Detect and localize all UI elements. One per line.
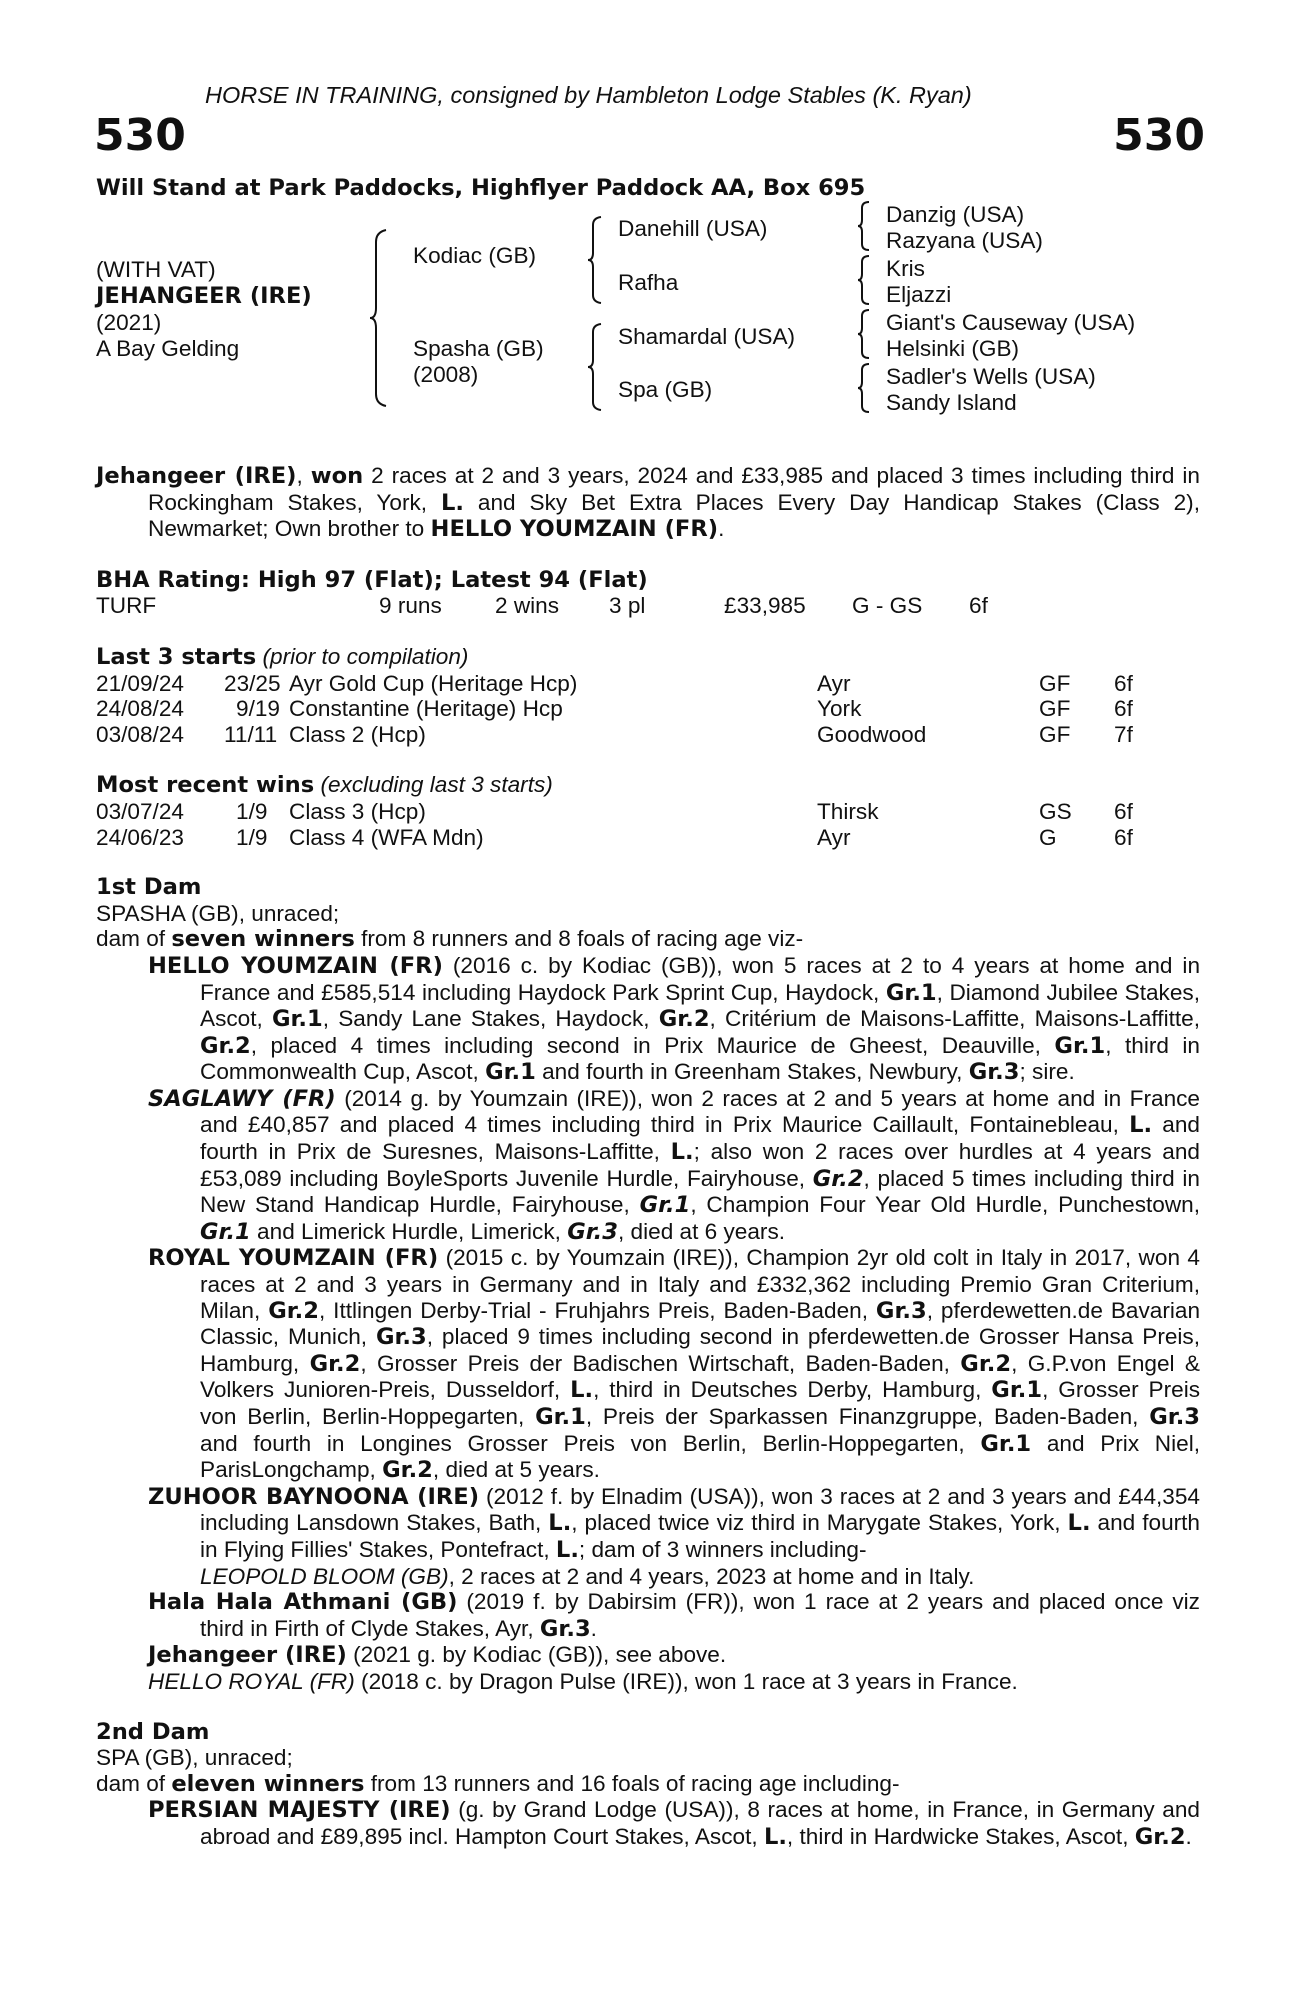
second-dam-section	[96, 1720, 1200, 1851]
row-distance: 6f	[1114, 824, 1133, 850]
summary-text: .	[718, 516, 725, 542]
row-distance: 6f	[1114, 798, 1133, 824]
produce-entry: HELLO ROYAL (FR) (2018 c. by Dragon Pulse (IRE)), won 1 race at 3 years in France.	[148, 1668, 1018, 1694]
rating-row	[96, 593, 1200, 619]
summary-text: and Sky Bet Extra Places Every Day Handicap Stakes (Class 2), Newmarket; Own brother to	[148, 489, 1200, 542]
vat-note: (WITH VAT)	[96, 257, 216, 282]
row-position: 1/9	[236, 798, 268, 824]
last3-subtitle: (prior to compilation)	[262, 643, 469, 669]
row-race: Constantine (Heritage) Hcp	[289, 696, 563, 722]
last3-section	[96, 644, 1200, 747]
first-dam-produce-line: dam of seven winners from 8 runners and 8 foals of racing age viz-	[96, 926, 804, 953]
produce-entry: SAGLAWY (FR) (2014 g. by Youmzain (IRE)), won 2 races at 2 and 5 years at home and in France and £40,857 and placed 4 times including third in Prix Maurice Caillault, Fontainebleau, L. and fourth in Prix de Suresnes, Maisons-Laffitte, L.; also won 2 races over hurdles at 4 years and £53,089 including BoyleSports Juvenile Hurdle, Fairyhouse, Gr.2, placed 5 times including third in New Stand Handicap Hurdle, Fairyhouse, Gr.1, Champion Four Year Old Hurdle, Punchestown, Gr.1 and Limerick Hurdle, Limerick, Gr.3, died at 6 years.	[148, 1085, 1200, 1245]
rating-going: G - GS	[852, 593, 923, 619]
last3-title: Last 3 starts	[96, 643, 257, 670]
summary-won: won	[310, 463, 364, 489]
row-course: York	[817, 696, 862, 722]
row-distance: 6f	[1114, 696, 1133, 722]
first-dam-line: SPASHA (GB), unraced;	[96, 900, 340, 926]
row-race: Class 4 (WFA Mdn)	[289, 824, 484, 850]
first-dam-title: 1st Dam	[96, 874, 202, 901]
produce-entry: Jehangeer (IRE) (2021 g. by Kodiac (GB)), see above.	[148, 1642, 727, 1669]
produce-entry: Hala Hala Athmani (GB) (2019 f. by Dabirsim (FR)), won 1 race at 2 years and placed once viz third in Firth of Clyde Stakes, Ayr, Gr.3.	[148, 1589, 1200, 1642]
produce-name: HELLO ROYAL (FR)	[148, 1668, 355, 1694]
last3-table	[96, 671, 1200, 748]
summary-paragraph: Jehangeer (IRE), won 2 races at 2 and 3 years, 2024 and £33,985 and placed 3 times including third in Rockingham Stakes, York, L. and Sky Bet Extra Places Every Day Handicap Stakes (Class 2), Newmarket; Own brother to HELLO YOUMZAIN (FR).	[96, 463, 1200, 543]
row-course: Ayr	[817, 670, 851, 696]
row-going: GS	[1039, 798, 1072, 824]
row-race: Ayr Gold Cup (Heritage Hcp)	[289, 670, 578, 696]
ped-ddd: Sandy Island	[886, 390, 1017, 415]
row-date: 03/07/24	[96, 798, 184, 824]
row-date: 21/09/24	[96, 670, 184, 696]
produce-name: ZUHOOR BAYNOONA (IRE)	[148, 1483, 480, 1510]
second-dam-produce-line: dam of eleven winners from 13 runners and 16 foals of racing age including-	[96, 1770, 900, 1797]
catalogue-body	[96, 463, 1200, 1851]
summary-brother: HELLO YOUMZAIN (FR)	[430, 516, 719, 543]
produce-name: SAGLAWY (FR)	[148, 1085, 336, 1112]
rating-wins: 2 wins	[495, 593, 560, 619]
rating-distance: 6f	[969, 593, 988, 619]
horse-year: (2021)	[96, 310, 162, 335]
row-going: GF	[1039, 670, 1071, 696]
produce-name: Jehangeer (IRE)	[148, 1642, 347, 1669]
sire-name: Kodiac (GB)	[413, 243, 537, 268]
row-going: GF	[1039, 721, 1071, 747]
pedigree-brace-sd	[856, 254, 872, 306]
produce-name: HELLO YOUMZAIN (FR)	[148, 952, 443, 979]
listed-mark: L.	[441, 489, 464, 516]
rating-title: BHA Rating: High 97 (Flat); Latest 94 (Flat)	[96, 566, 648, 593]
consignment-line: HORSE IN TRAINING, consigned by Hambleton Lodge Stables (K. Ryan)	[205, 82, 972, 108]
produce-entry: HELLO YOUMZAIN (FR) (2016 c. by Kodiac (GB)), won 5 races at 2 to 4 years at home and in France and £585,514 including Haydock Park Sprint Cup, Haydock, Gr.1, Diamond Jubilee Stakes, Ascot, Gr.1, Sandy Lane Stakes, Haydock, Gr.2, Critérium de Maisons-Laffitte, Maisons-Laffitte, Gr.2, placed 4 times including second in Prix Maurice de Gheest, Deauville, Gr.1, third in Commonwealth Cup, Ascot, Gr.1 and fourth in Greenham Stakes, Newbury, Gr.3; sire.	[148, 952, 1201, 1086]
dam-sire: Shamardal (USA)	[618, 324, 796, 349]
table-row	[96, 671, 1200, 697]
produce-sub-name: LEOPOLD BLOOM (GB)	[200, 1563, 449, 1589]
pedigree-brace-dam	[586, 322, 604, 412]
ped-dds: Sadler's Wells (USA)	[886, 364, 1096, 389]
summary-text: 2 races at 2 and 3 years, 2024 and £33,985 and placed 3 times including third in Rockingham Stakes, York,	[148, 463, 1200, 515]
row-date: 24/06/23	[96, 824, 184, 850]
pedigree-brace-sire	[586, 215, 604, 305]
location-line: Will Stand at Park Paddocks, Highflyer Paddock AA, Box 695	[96, 175, 866, 201]
rating-section	[96, 568, 1200, 619]
sire-dam: Rafha	[618, 270, 679, 295]
pedigree-brace-ds	[856, 308, 872, 360]
produce-name: ROYAL YOUMZAIN (FR)	[148, 1245, 439, 1272]
row-date: 03/08/24	[96, 721, 184, 747]
first-dam-section	[96, 875, 1200, 1694]
recent-title: Most recent wins	[96, 772, 315, 799]
lot-number-left: 530	[94, 110, 186, 161]
ped-dsd: Helsinki (GB)	[886, 336, 1020, 361]
produce-name: Hala Hala Athmani (GB)	[148, 1589, 458, 1616]
row-distance: 7f	[1114, 721, 1133, 747]
ped-ssd: Razyana (USA)	[886, 228, 1043, 253]
pedigree-brace-main	[368, 228, 390, 408]
row-course: Goodwood	[817, 721, 927, 747]
row-distance: 6f	[1114, 670, 1133, 696]
rating-earnings: £33,985	[724, 593, 806, 619]
sire-sire: Danehill (USA)	[618, 216, 768, 241]
pedigree-brace-ss	[856, 200, 872, 252]
row-position: 9/19	[236, 696, 280, 722]
row-race: Class 2 (Hcp)	[289, 721, 426, 747]
horse-name: JEHANGEER (IRE)	[96, 283, 312, 309]
produce-entry: ZUHOOR BAYNOONA (IRE) (2012 f. by Elnadim (USA)), won 3 races at 2 and 3 years and £44,354 including Lansdown Stakes, Bath, L., placed twice viz third in Marygate Stakes, York, L. and fourth in Flying Fillies' Stakes, Pontefract, L.; dam of 3 winners including- LEOPOLD BLOOM (GB), 2 races at 2 and 4 years, 2023 at home and in Italy.	[148, 1483, 1201, 1589]
produce-name: PERSIAN MAJESTY (IRE)	[148, 1797, 451, 1824]
produce-entry: PERSIAN MAJESTY (IRE) (g. by Grand Lodge (USA)), 8 races at home, in France, in Germany and abroad and £89,895 incl. Hampton Court Stakes, Ascot, L., third in Hardwicke Stakes, Ascot, Gr.2.	[148, 1797, 1200, 1850]
ped-dss: Giant's Causeway (USA)	[886, 310, 1136, 335]
produce-entry: ROYAL YOUMZAIN (FR) (2015 c. by Youmzain (IRE)), Champion 2yr old colt in Italy in 2017, won 4 races at 2 and 3 years in Germany and in Italy and £332,362 including Premio Gran Criterium, Milan, Gr.2, Ittlingen Derby-Trial - Fruhjahrs Preis, Baden-Baden, Gr.3, pferdewetten.de Bavarian Classic, Munich, Gr.3, placed 9 times including second in pferdewetten.de Grosser Hansa Preis, Hamburg, Gr.2, Grosser Preis der Badischen Wirtschaft, Baden-Baden, Gr.2, G.P.von Engel & Volkers Junioren-Preis, Dusseldorf, L., third in Deutsches Derby, Hamburg, Gr.1, Grosser Preis von Berlin, Berlin-Hoppegarten, Gr.1, Preis der Sparkassen Finanzgruppe, Baden-Baden, Gr.3 and fourth in Longines Grosser Preis von Berlin, Berlin-Hoppegarten, Gr.1 and Prix Niel, ParisLongchamp, Gr.2, died at 5 years.	[148, 1245, 1201, 1484]
row-going: G	[1039, 824, 1057, 850]
rating-surface: TURF	[96, 593, 157, 619]
ped-sds: Kris	[886, 256, 925, 281]
table-row	[96, 696, 1200, 722]
table-row	[96, 825, 1200, 851]
row-date: 24/08/24	[96, 696, 184, 722]
table-row	[96, 799, 1200, 825]
pedigree-brace-dd	[856, 362, 872, 414]
recent-wins-section	[96, 772, 1200, 850]
dam-name: Spasha (GB)	[413, 336, 544, 361]
row-going: GF	[1039, 696, 1071, 722]
ped-sdd: Eljazzi	[886, 282, 952, 307]
row-course: Thirsk	[817, 798, 879, 824]
rating-placed: 3 pl	[609, 593, 646, 619]
ped-sss: Danzig (USA)	[886, 202, 1025, 227]
horse-description: A Bay Gelding	[96, 336, 240, 361]
rating-runs: 9 runs	[379, 593, 442, 619]
second-dam-title: 2nd Dam	[96, 1718, 210, 1745]
dam-year: (2008)	[413, 362, 479, 387]
row-course: Ayr	[817, 824, 851, 850]
row-race: Class 3 (Hcp)	[289, 798, 426, 824]
recent-subtitle: (excluding last 3 starts)	[320, 772, 553, 798]
second-dam-line: SPA (GB), unraced;	[96, 1745, 293, 1771]
row-position: 11/11	[224, 721, 278, 747]
dam-dam: Spa (GB)	[618, 377, 713, 402]
summary-horse-name: Jehangeer (IRE)	[96, 463, 297, 489]
lot-number-right: 530	[1113, 110, 1205, 161]
row-position: 23/25	[224, 670, 281, 696]
row-position: 1/9	[236, 824, 268, 850]
table-row	[96, 722, 1200, 748]
